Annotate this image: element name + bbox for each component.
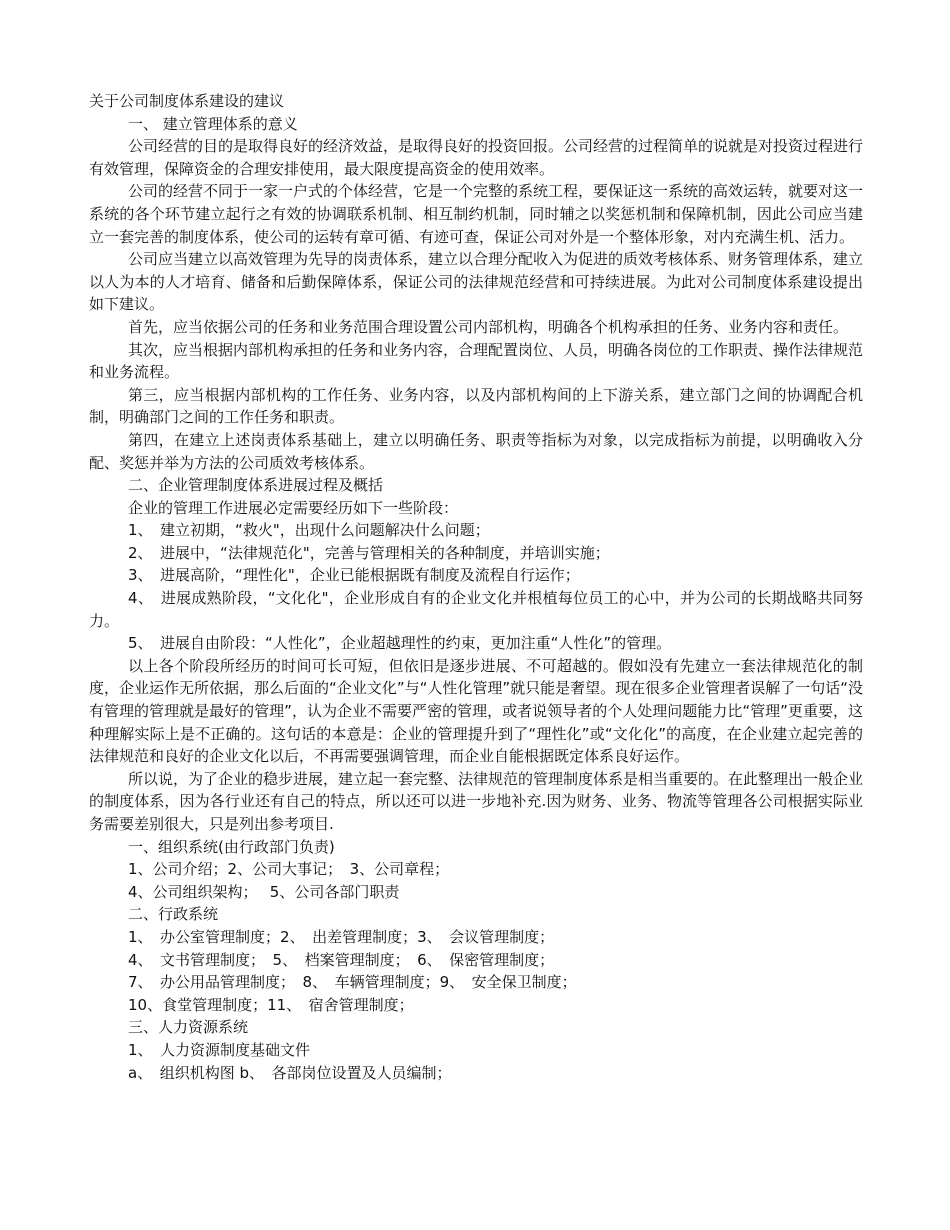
- paragraph: 第四，在建立上述岗责体系基础上，建立以明确任务、职责等指标为对象，以完成指标为前提，以明确收入分配、奖惩并举为方法的公司质效考核体系。: [89, 430, 863, 472]
- list-item: 1、 建立初期，“救火"，出现什么问题解决什么问题；: [128, 521, 490, 540]
- list-item: 10、食堂管理制度；11、 宿舍管理制度；: [128, 995, 414, 1014]
- paragraph: 公司应当建立以高效管理为先导的岗责体系，建立以合理分配收入为促进的质效考核体系、财务管理体系，建立以人为本的人才培育、储备和后勤保障体系，保证公司的法律规范经营和可持续进展。为此对公司制度体系建设提出如下建议。: [89, 250, 864, 314]
- list-item: 4、公司组织架构； 5、公司各部门职责: [128, 882, 400, 901]
- list-item: 4、 进展成熟阶段，“文化化"，企业形成自有的企业文化并根植每位员工的心中，并为公司的长期战略共同努力。: [89, 589, 863, 630]
- section-heading: 一、 建立管理体系的意义: [128, 114, 298, 133]
- paragraph: 公司的经营不同于一家一户式的个体经营，它是一个完整的系统工程，要保证这一系统的高效运转，就要对这一系统的各个环节建立起行之有效的协调联系机制、相互制约机制，同时辅之以奖惩机制和保障机制，因此公司应当建立一套完善的制度体系，使公司的运转有章可循、有迹可查，保证公司对外是一个整体形象，对内充满生机、活力。: [89, 182, 864, 246]
- list-item: 1、 人力资源制度基础文件: [128, 1040, 311, 1059]
- document-title: 关于公司制度体系建设的建议: [89, 92, 285, 110]
- list-item: 1、 办公室管理制度；2、 出差管理制度；3、 会议管理制度；: [128, 927, 555, 946]
- section-heading: 二、行政系统: [128, 905, 219, 924]
- list-item: 7、 办公用品管理制度； 8、 车辆管理制度；9、 安全保卫制度；: [128, 973, 577, 992]
- list-item: a、 组织机构图 b、 各部岗位设置及人员编制；: [128, 1063, 452, 1082]
- paragraph: 首先，应当依据公司的任务和业务范围合理设置公司内部机构，明确各个机构承担的任务、业务内容和责任。: [128, 317, 849, 336]
- document-body: [89, 90, 863, 1084]
- list-item: 1、公司介绍；2、公司大事记； 3、公司章程；: [128, 860, 450, 879]
- paragraph: 公司经营的目的是取得良好的经济效益，是取得良好的投资回报。公司经营的过程简单的说就是对投资过程进行有效管理，保障资金的合理安排使用，最大限度提高资金的使用效率。: [89, 137, 864, 178]
- section-heading: 二、企业管理制度体系进展过程及概括: [128, 476, 384, 495]
- paragraph: 第三，应当根据内部机构的工作任务、业务内容，以及内部机构间的上下游关系，建立部门之间的协调配合机制，明确部门之间的工作任务和职责。: [89, 385, 863, 427]
- section-heading: 三、人力资源系统: [128, 1018, 249, 1037]
- section-heading: 一、组织系统(由行政部门负责): [128, 837, 335, 856]
- paragraph: 所以说，为了企业的稳步进展，建立起一套完整、法律规范的管理制度体系是相当重要的。在此整理出一般企业的制度体系，因为各行业还有自己的特点，所以还可以进一步地补充.因为财务、业务、物流等管理各公司根据实际业务需要差别很大，只是列出参考项目.: [89, 769, 864, 833]
- list-item: 4、 文书管理制度； 5、 档案管理制度； 6、 保密管理制度；: [128, 950, 555, 969]
- list-item: 5、 进展自由阶段：“人性化”，企业超越理性的约束，更加注重“人性化”的管理。: [128, 634, 672, 653]
- list-item: 2、 进展中，“法律规范化"，完善与管理相关的各种制度，并培训实施；: [128, 543, 610, 562]
- paragraph: 其次，应当根据内部机构承担的任务和业务内容，合理配置岗位、人员，明确各岗位的工作职责、操作法律规范和业务流程。: [89, 340, 864, 382]
- paragraph: 企业的管理工作进展必定需要经历如下一些阶段：: [128, 498, 459, 517]
- paragraph: 以上各个阶段所经历的时间可长可短，但依旧是逐步进展、不可超越的。假如没有先建立一套法律规范化的制度，企业运作无所依据，那么后面的“企业文化”与“人性化管理”就只能是奢望。现在很多企业管理者误解了一句话“没有管理的管理就是最好的管理”，认为企业不需要严密的管理，或者说领导者的个人处理问题能力比“管理”更重要，这种理解实际上是不正确的。这句话的本意是：企业的管理提升到了“理性化”或“文化化”的高度，在企业建立起完善的法律规范和良好的企业文化以后，不再需要强调管理，而企业自能根据既定体系良好运作。: [89, 656, 863, 766]
- list-item: 3、 进展高阶，“理性化"，企业已能根据既有制度及流程自行运作；: [128, 566, 580, 585]
